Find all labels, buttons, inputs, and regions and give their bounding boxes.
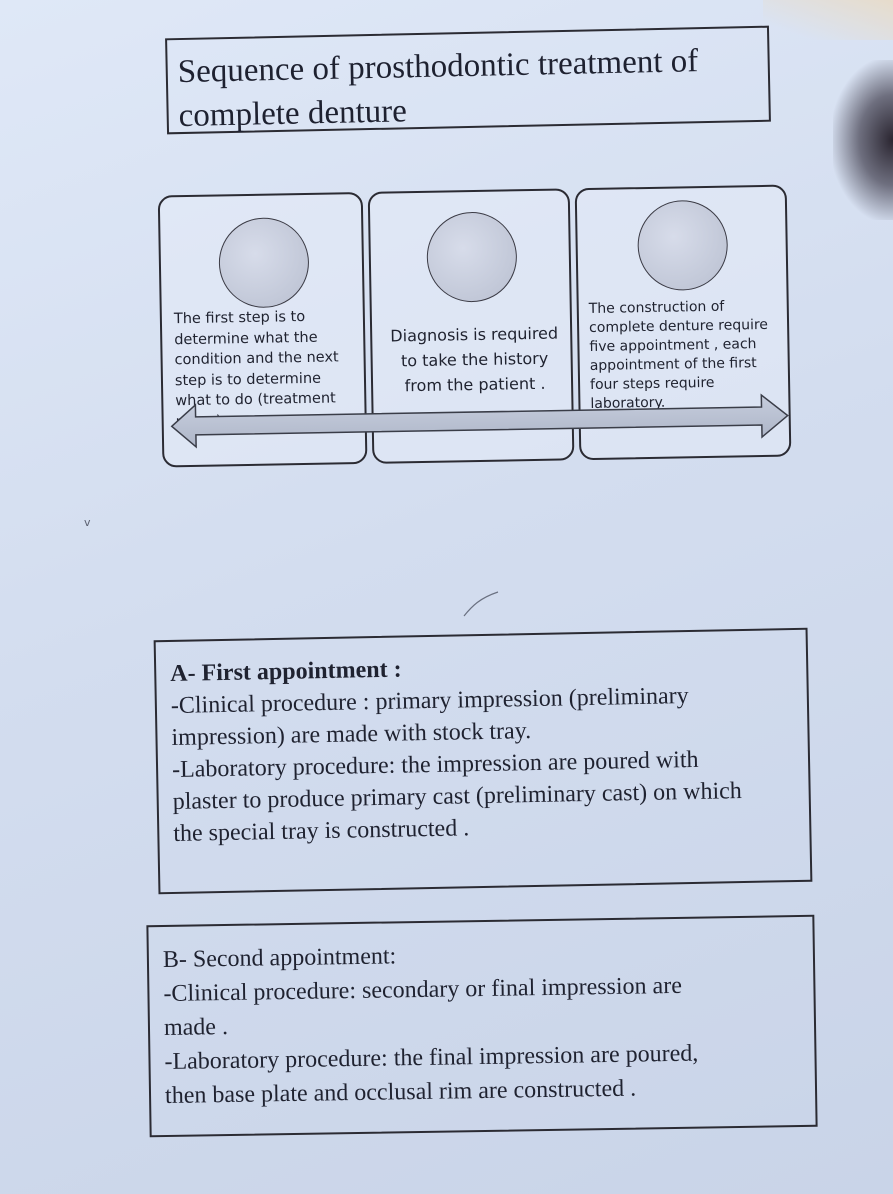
stage-line: laboratory.: [590, 394, 666, 413]
title-box: [165, 26, 771, 135]
stage-line: appointment of the first: [589, 355, 757, 375]
stray-mark: v: [84, 516, 91, 529]
background-shadow: [833, 60, 893, 220]
second-appointment-box: [146, 915, 817, 1137]
stage-line: complete denture require: [588, 316, 769, 337]
title-line: complete denture: [178, 93, 408, 135]
second-appointment-heading: B- Second appointment:: [162, 943, 397, 974]
process-diagram: [158, 175, 795, 471]
first-appointment-heading: A- First appointment :: [170, 656, 402, 687]
stage-image-placeholder-3: [637, 200, 729, 292]
appointment-line: the special tray is constructed .: [173, 815, 470, 847]
background-fabric: [763, 0, 893, 40]
pen-mark-icon: [462, 588, 502, 618]
stage-image-placeholder-2: [426, 211, 518, 303]
appointment-line: made .: [163, 1013, 229, 1041]
stage-text-2: [382, 320, 567, 398]
stage-line: condition and the next: [174, 349, 339, 369]
appointment-line: -Clinical procedure : primary impression (preliminary: [170, 683, 689, 719]
appointment-line: impression) are made with stock tray.: [171, 718, 532, 751]
stage-line: four steps require: [589, 374, 715, 394]
appointment-line: -Clinical procedure: secondary or final impression are: [163, 972, 683, 1007]
title-line: Sequence of prosthodontic treatment of: [177, 43, 699, 91]
appointment-line: then base plate and occlusal rim are constructed .: [164, 1075, 637, 1109]
stage-image-placeholder-1: [218, 217, 310, 309]
stage-line: determine what the: [174, 329, 318, 348]
stage-line: to take the history: [400, 348, 549, 371]
stage-line: what to do (treatment: [175, 390, 336, 410]
appointment-line: -Laboratory procedure: the final impression are poured,: [164, 1040, 699, 1075]
appointment-line: -Laboratory procedure: the impression are poured with: [171, 746, 699, 783]
stage-line: five appointment , each: [589, 336, 757, 356]
stage-line: The construction of: [588, 298, 725, 318]
stage-line: Diagnosis is required: [390, 323, 559, 346]
stage-line: from the patient .: [404, 373, 546, 396]
stage-line: The first step is to: [173, 308, 306, 328]
page-title: [177, 38, 759, 138]
stage-line: step is to determine: [174, 370, 322, 389]
first-appointment-box: [154, 628, 813, 895]
appointment-line: plaster to produce primary cast (preliminary cast) on which: [172, 778, 743, 815]
